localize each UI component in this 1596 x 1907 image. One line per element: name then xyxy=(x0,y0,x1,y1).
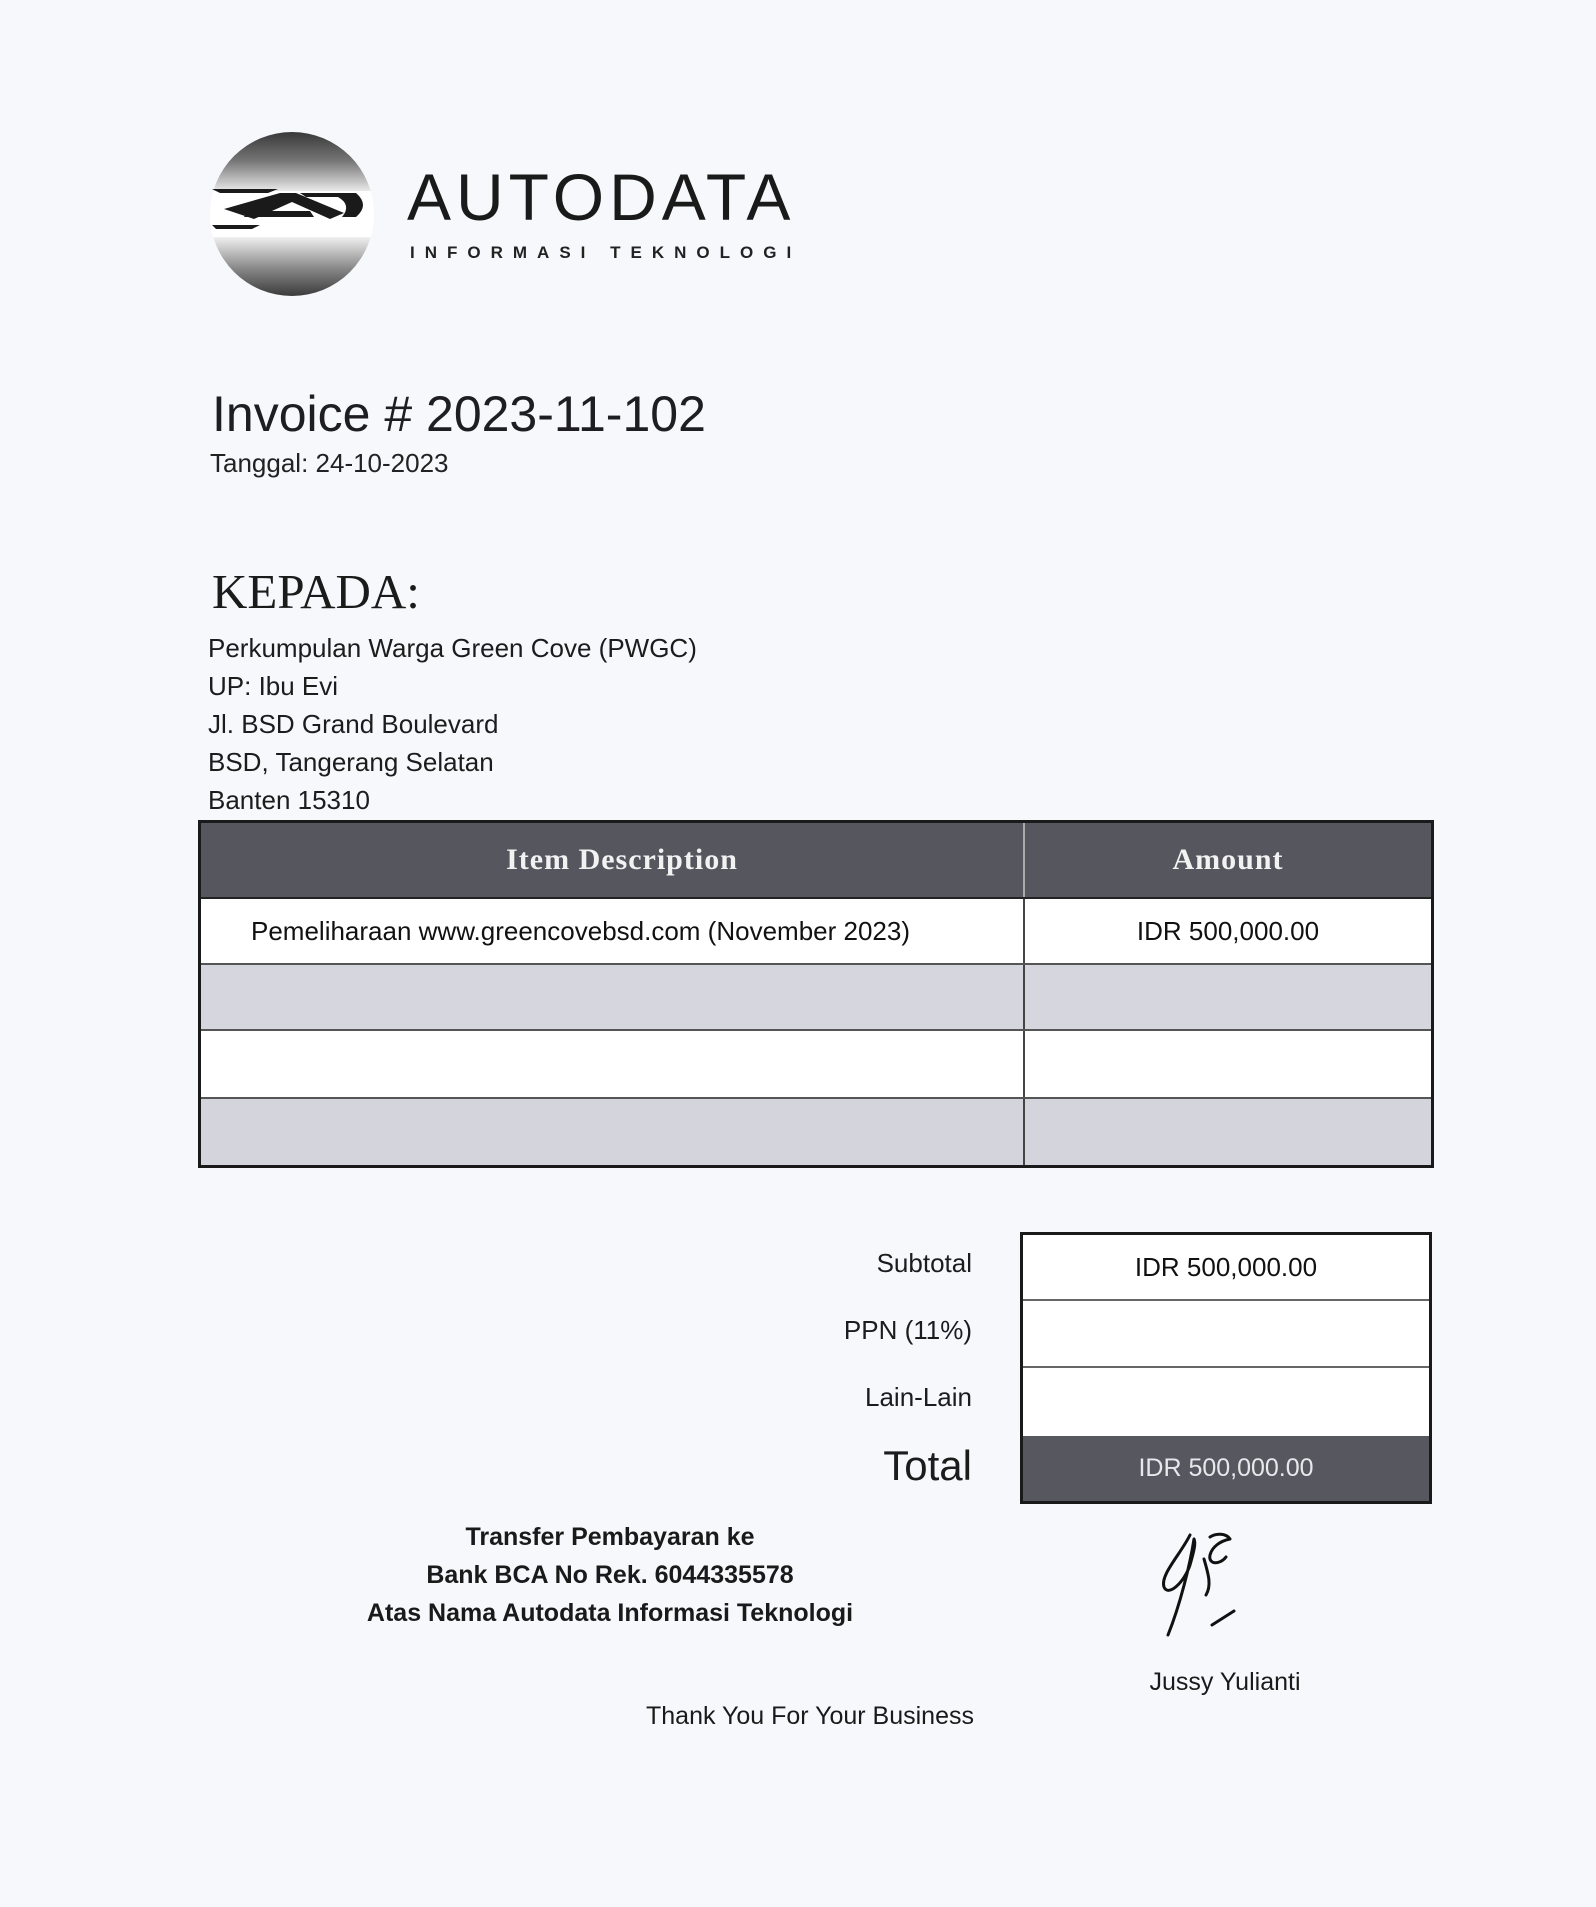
subtotal-label: Subtotal xyxy=(876,1248,972,1278)
company-logo xyxy=(210,125,810,305)
address-line: UP: Ibu Evi xyxy=(208,671,339,701)
item-description xyxy=(201,965,1025,1029)
item-description xyxy=(201,1031,1025,1097)
payment-instructions xyxy=(300,1518,920,1632)
table-row xyxy=(201,1031,1431,1099)
total-label: Total xyxy=(883,1442,972,1489)
item-description xyxy=(201,1099,1025,1165)
total-value: IDR 500,000.00 xyxy=(1023,1436,1429,1501)
company-name: AUTODATA xyxy=(407,160,796,234)
address-line: Perkumpulan Warga Green Cove (PWGC) xyxy=(208,633,697,663)
signature-icon xyxy=(1150,1525,1280,1645)
item-description: Pemeliharaan www.greencovebsd.com (November 2023) xyxy=(201,899,1025,963)
table-row xyxy=(201,965,1431,1031)
totals-box xyxy=(1020,1232,1432,1504)
address-line: BSD, Tangerang Selatan xyxy=(208,747,494,777)
payment-line: Bank BCA No Rek. 6044335578 xyxy=(426,1561,794,1589)
autodata-logo-icon xyxy=(210,125,375,303)
invoice-number: Invoice # 2023-11-102 xyxy=(212,386,706,442)
signer-name: Jussy Yulianti xyxy=(1149,1668,1301,1696)
table-row xyxy=(201,899,1431,965)
table-row xyxy=(201,1099,1431,1165)
column-header-amount: Amount xyxy=(1172,843,1284,876)
address-line: Banten 15310 xyxy=(208,785,370,815)
company-tagline: INFORMASI TEKNOLOGI xyxy=(410,243,802,262)
ppn-label: PPN (11%) xyxy=(843,1315,972,1345)
thank-you-note: Thank You For Your Business xyxy=(645,1702,974,1730)
item-amount xyxy=(1025,1099,1431,1165)
address-line: Jl. BSD Grand Boulevard xyxy=(208,709,499,739)
other-value xyxy=(1023,1368,1429,1436)
invoice-date: Tanggal: 24-10-2023 xyxy=(210,448,449,478)
payment-line: Transfer Pembayaran ke xyxy=(465,1523,755,1551)
recipient-address xyxy=(208,629,697,819)
item-amount xyxy=(1025,1031,1431,1097)
subtotal-value: IDR 500,000.00 xyxy=(1023,1235,1429,1301)
items-table xyxy=(198,820,1434,1168)
items-table-header xyxy=(201,823,1431,899)
recipient-heading: KEPADA: xyxy=(212,564,420,619)
item-amount: IDR 500,000.00 xyxy=(1136,915,1320,946)
payment-line: Atas Nama Autodata Informasi Teknologi xyxy=(366,1599,854,1627)
column-header-description: Item Description xyxy=(201,823,1025,897)
ppn-value xyxy=(1023,1301,1429,1368)
other-label: Lain-Lain xyxy=(865,1382,972,1412)
item-amount xyxy=(1025,965,1431,1029)
